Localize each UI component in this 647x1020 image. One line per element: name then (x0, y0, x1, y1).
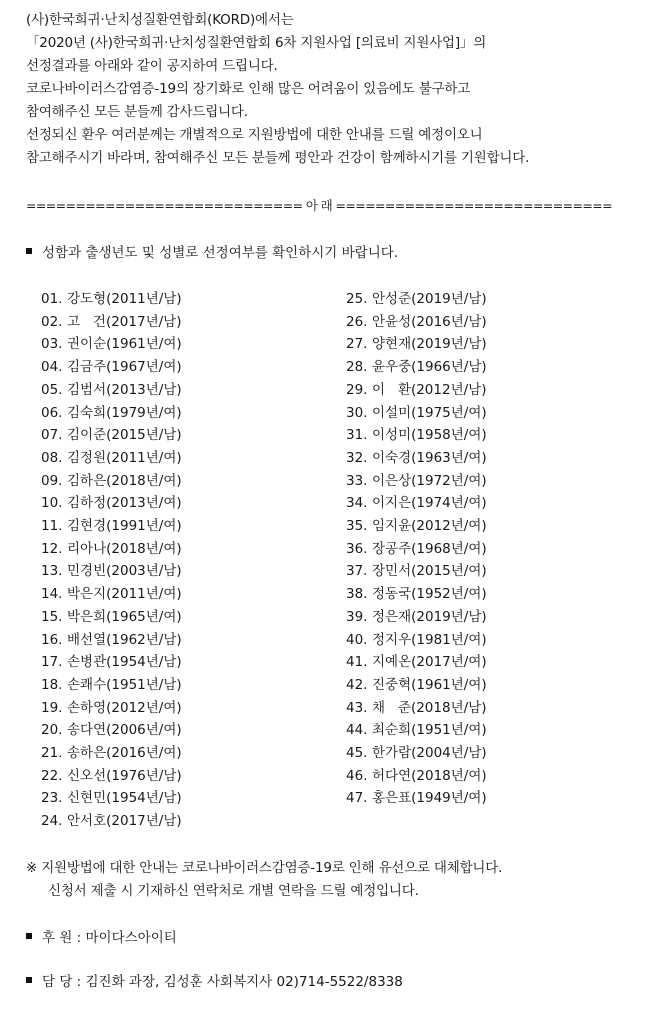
recipient-entry (41, 514, 182, 534)
recipient-entry (41, 696, 182, 716)
recipient-entry (346, 718, 487, 738)
recipient-entry (41, 559, 182, 579)
recipient-entry (346, 310, 487, 330)
recipient-entry (346, 469, 487, 489)
recipient-number: 33. (346, 472, 368, 489)
recipient-entry (41, 650, 182, 670)
recipient-name: 이지은(1974년/여) (372, 495, 487, 512)
recipient-number: 39. (346, 608, 368, 625)
recipient-number: 43. (346, 699, 368, 716)
recipient-entry (346, 559, 487, 579)
recipient-name: 손쾌수(1951년/남) (67, 676, 182, 693)
recipient-entry (41, 786, 182, 806)
recipient-number: 35. (346, 518, 368, 534)
recipient-entry (41, 446, 182, 466)
recipient-entry (346, 332, 487, 352)
recipient-entry (41, 378, 182, 398)
recipient-entry (346, 628, 487, 648)
recipient-number: 31. (346, 427, 368, 444)
recipient-entry (346, 446, 487, 466)
recipient-name: 안윤성(2016년/남) (372, 313, 487, 330)
recipient-name: 김금주(1967년/여) (67, 359, 182, 376)
recipient-name: 김정원(2011년/여) (67, 449, 182, 466)
section-divider: ============================ 아 래 ============================ (26, 198, 612, 213)
recipient-number: 25. (346, 291, 368, 307)
instruction-text: 성함과 출생년도 및 성별로 선정여부를 확인하시기 바랍니다. (42, 245, 399, 261)
recipient-entry (41, 718, 182, 738)
recipient-entry (346, 378, 486, 398)
recipient-name: 송하은(2016년/여) (67, 745, 182, 761)
recipient-number: 22. (41, 767, 63, 784)
recipient-name: 김이준(2015년/남) (67, 427, 182, 444)
recipient-number: 04. (41, 359, 63, 376)
recipient-name: 배선열(1962년/남) (67, 631, 182, 648)
recipient-number: 29. (346, 381, 368, 398)
intro-line-6: 선정되신 환우 여러분께는 개별적으로 지원방법에 대한 안내를 드릴 예정이오니 (26, 127, 483, 143)
recipient-number: 46. (346, 767, 368, 784)
recipient-number: 17. (41, 654, 63, 671)
intro-line-7: 참고해주시기 바라며, 참여해주신 모든 분들께 평안과 건강이 함께하시기를 기원합니다. (26, 150, 530, 166)
recipient-entry (346, 423, 487, 443)
recipient-number: 37. (346, 563, 368, 580)
recipient-number: 05. (41, 381, 63, 398)
recipient-entry (346, 650, 487, 670)
recipient-number: 45. (346, 745, 368, 761)
recipient-name: 강도형(2011년/남) (67, 291, 182, 307)
recipient-number: 02. (41, 313, 63, 330)
recipient-entry (346, 287, 487, 307)
recipient-entry (346, 741, 487, 761)
bullet-square-icon (26, 248, 32, 254)
sponsor-row (26, 926, 177, 946)
recipient-number: 30. (346, 404, 368, 421)
recipient-name: 정동국(1952년/여) (372, 586, 487, 603)
recipient-name: 민경빈(2003년/남) (67, 563, 182, 580)
recipient-entry (346, 355, 487, 375)
recipient-entry (41, 582, 182, 602)
recipient-name: 박은희(1965년/여) (67, 608, 182, 625)
recipient-entry (41, 401, 182, 421)
recipient-entry (346, 537, 487, 557)
recipient-number: 24. (41, 813, 63, 830)
recipient-entry (41, 491, 182, 511)
recipient-name: 김하은(2018년/여) (67, 472, 182, 489)
recipient-number: 20. (41, 722, 63, 739)
recipient-name: 장민서(2015년/여) (372, 563, 487, 580)
recipient-entry (346, 582, 487, 602)
recipient-number: 19. (41, 699, 63, 716)
recipient-name: 이 환(2012년/남) (372, 381, 487, 398)
recipient-number: 01. (41, 291, 63, 307)
recipient-name: 지예온(2017년/여) (372, 654, 487, 671)
recipient-name: 신오선(1976년/남) (67, 767, 182, 784)
recipient-entry (346, 696, 486, 716)
recipient-entry (346, 491, 487, 511)
recipient-number: 16. (41, 631, 63, 648)
recipient-number: 26. (346, 313, 368, 330)
recipient-number: 08. (41, 449, 63, 466)
recipient-entry (41, 673, 182, 693)
recipient-number: 12. (41, 540, 63, 557)
recipient-number: 44. (346, 722, 368, 739)
recipient-name: 채 준(2018년/남) (372, 699, 487, 716)
recipient-entry (41, 628, 182, 648)
recipient-number: 36. (346, 540, 368, 557)
note-line-2: 신청서 제출 시 기재하신 연락처로 개별 연락을 드릴 예정입니다. (48, 883, 419, 899)
recipient-name: 리아나(2018년/여) (67, 540, 182, 557)
intro-line-1: (사)한국희귀·난치성질환연합회(KORD)에서는 (26, 12, 294, 28)
recipient-name: 최순희(1951년/여) (372, 722, 487, 739)
recipient-name: 홍은표(1949년/여) (372, 790, 487, 807)
recipient-name: 진중혁(1961년/여) (372, 676, 487, 693)
recipient-entry (41, 809, 182, 829)
recipient-name: 손하영(2012년/여) (67, 699, 182, 716)
recipient-name: 김현경(1991년/여) (67, 518, 182, 534)
recipient-number: 38. (346, 586, 368, 603)
recipient-number: 21. (41, 745, 63, 761)
recipient-number: 34. (346, 495, 368, 512)
recipient-name: 정지우(1981년/여) (372, 631, 487, 648)
recipient-name: 김숙희(1979년/여) (67, 404, 182, 421)
bullet-square-icon (26, 933, 32, 939)
intro-line-5: 참여해주신 모든 분들께 감사드립니다. (26, 104, 248, 120)
recipient-name: 박은지(2011년/여) (67, 586, 182, 603)
recipient-entry (41, 310, 181, 330)
recipient-name: 이은상(1972년/여) (372, 472, 487, 489)
recipient-name: 정은재(2019년/남) (372, 608, 487, 625)
recipient-entry (41, 741, 182, 761)
intro-line-2: 「2020년 (사)한국희귀·난치성질환연합회 6차 지원사업 [의료비 지원사업]」의 (26, 35, 487, 51)
recipient-name: 송다연(2006년/여) (67, 722, 182, 739)
recipient-entry (41, 764, 182, 784)
recipient-name: 권이순(1961년/여) (67, 336, 182, 353)
recipient-entry (346, 401, 487, 421)
recipient-number: 32. (346, 449, 368, 466)
recipient-number: 23. (41, 790, 63, 807)
recipient-name: 고 건(2017년/남) (67, 313, 182, 330)
recipient-number: 15. (41, 608, 63, 625)
recipient-number: 47. (346, 790, 368, 807)
instruction-row (26, 241, 398, 261)
recipient-name: 이숙경(1963년/여) (372, 449, 487, 466)
recipient-name: 장공주(1968년/여) (372, 540, 487, 557)
sponsor-text: 후 원 : 마이다스아이티 (42, 930, 177, 946)
recipient-number: 13. (41, 563, 63, 580)
recipient-name: 임지윤(2012년/여) (372, 518, 487, 534)
recipient-name: 신현민(1954년/남) (67, 790, 182, 807)
note-line-1: ※ 지원방법에 대한 안내는 코로나바이러스감염증-19로 인해 유선으로 대체합니다. (26, 860, 503, 876)
recipient-name: 양현재(2019년/남) (372, 336, 487, 353)
contact-row (26, 970, 403, 990)
recipient-number: 41. (346, 654, 368, 671)
recipient-number: 06. (41, 404, 63, 421)
recipient-name: 안서호(2017년/남) (67, 813, 182, 830)
recipient-entry (41, 287, 182, 307)
recipient-entry (346, 673, 487, 693)
recipient-entry (346, 786, 487, 806)
recipient-entry (41, 423, 182, 443)
recipient-number: 42. (346, 676, 368, 693)
recipient-name: 이성미(1958년/여) (372, 427, 487, 444)
intro-line-3: 선정결과를 아래와 같이 공지하여 드립니다. (26, 58, 278, 74)
contact-text: 담 당 : 김진화 과장, 김성훈 사회복지사 02)714-5522/8338 (42, 974, 403, 990)
recipient-entry (346, 764, 487, 784)
recipient-number: 07. (41, 427, 63, 444)
recipient-name: 이설미(1975년/여) (372, 404, 487, 421)
recipient-entry (346, 605, 487, 625)
recipient-number: 40. (346, 631, 368, 648)
recipient-name: 김하정(2013년/여) (67, 495, 182, 512)
recipient-number: 18. (41, 676, 63, 693)
recipient-number: 28. (346, 359, 368, 376)
bullet-square-icon (26, 977, 32, 983)
recipient-number: 27. (346, 336, 368, 353)
recipient-number: 03. (41, 336, 63, 353)
recipient-entry (41, 537, 182, 557)
recipient-entry (41, 355, 182, 375)
recipient-number: 09. (41, 472, 63, 489)
recipient-name: 손병관(1954년/남) (67, 654, 182, 671)
recipient-name: 허다연(2018년/여) (372, 767, 487, 784)
recipient-name: 한가람(2004년/남) (372, 745, 487, 761)
recipient-name: 윤우중(1966년/남) (372, 359, 487, 376)
recipient-name: 김범서(2013년/남) (67, 381, 182, 398)
recipient-entry (346, 514, 487, 534)
recipient-number: 11. (41, 518, 63, 534)
recipient-entry (41, 469, 182, 489)
recipient-entry (41, 605, 182, 625)
recipient-number: 10. (41, 495, 63, 512)
recipient-name: 안성준(2019년/남) (372, 291, 487, 307)
recipient-entry (41, 332, 182, 352)
intro-line-4: 코로나바이러스감염증-19의 장기화로 인해 많은 어려움이 있음에도 불구하고 (26, 81, 471, 97)
recipient-number: 14. (41, 586, 63, 603)
